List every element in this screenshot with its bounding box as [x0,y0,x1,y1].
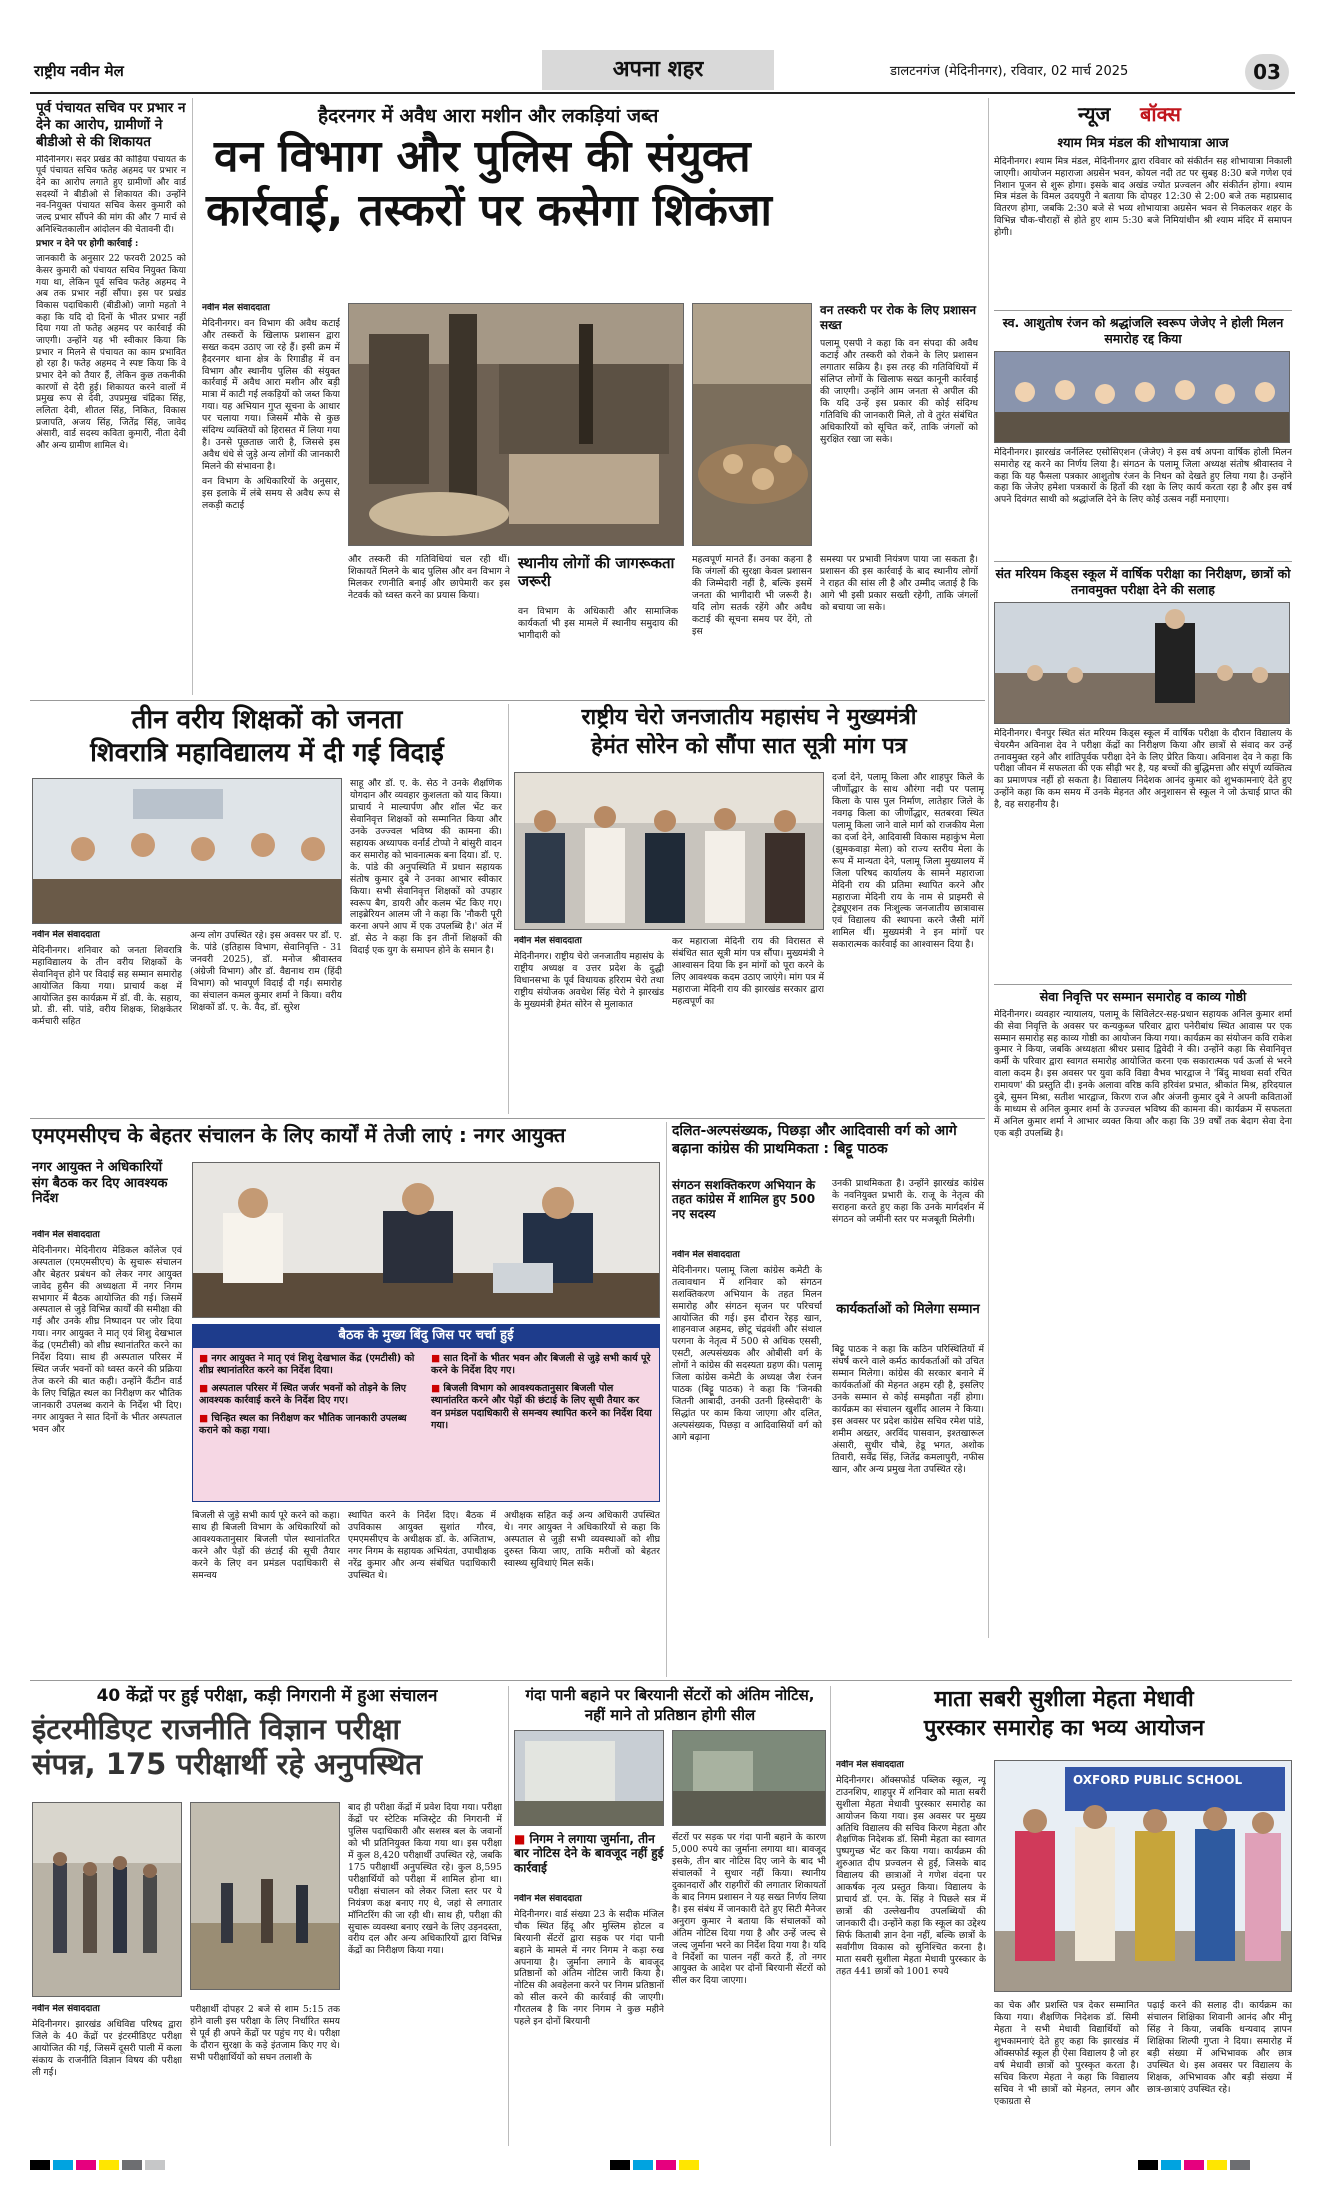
news-item1-head: श्याम मित्र मंडल की शोभायात्रा आज [1057,136,1229,151]
mmch-col1-text: मेदिनीनगर। मेदिनीराय मेडिकल कॉलेज एवं अस्पताल (एमएमसीएच) के सुचारू संचालन और बेहतर प्रबंधन को लेकर नगर आयुक्त जावेद हुसैन की अध्यक्षता में नगर निगम सभागार में बैठक आयोजित की गई। जिसमें अस्पताल से जुड़े विभिन्न कार्यों की समीक्षा की गई और उनके शीघ्र निष्पादन पर जोर दिया गया। नगर आयुक्त ने मातृ एवं शिशु देखभाल केंद्र (एमटीसी) को शीघ्र स्थानांतरित करने का निर्देश दिया। साथ ही अस्पताल परिसर में स्थित जर्जर भवनों को ध्वस्त करने की प्रक्रिया तेज करने की बात कही। उन्होंने कैंटीन वार्ड के लिए चिह्नित स्थल का निरीक्षण कर भौतिक जानकारी उपलब्ध कराने के निर्देश भी दिए। नगर आयुक्त ने सात दिनों के भीतर अस्पताल भवन और [32,1244,182,1435]
news-item4-body: मेदिनीनगर। व्यवहार न्यायालय, पलामू के सिविलेटर-सह-प्रधान सहायक अनिल कुमार शर्मा की सेवा निवृत्ति के अवसर पर कन्यकुब्ज परिवार द्वारा पनेरीबांध स्थित आवास पर एक सम्मान समारोह सह काव्य गोष्ठी का आयोजन किया गया। कार्यक्रम का संयोजन कवि राकेश कुमार ने किया, जबकि अध्यक्षता श्रीधर प्रसाद द्विवेदी ने की। उन्होंने कहा कि सेवानिवृत्त कर्मी के परिवार द्वारा स्वागत समारोह आयोजित करना एक सकारात्मक पर्व ऊर्जा से भरने वाला कदम है। इस अवसर पर युवा कवि विद्या वैभव भारद्वाज ने 'बिंदु माथवा सर्वा रचित रामायण' की प्रस्तुति दी। इनके अलावा वरिष्ठ कवि हरिवंश प्रभात, श्रीकांत मिश्र, हरिदयाल दुबे, सुमन मिश्रा, सतीश भारद्वाज, किरण राज और अंजनी कुमार दुबे ने अपनी कविताओं के माध्यम से अनिल कुमार शर्मा के उज्ज्वल भविष्य की कामना की। कार्यक्रम में सफलता में अनिल कुमार शर्मा ने आभार व्यक्त किया और कहा कि 39 वर्षों तक बेदाग सेवा देना एक बड़ी उपलब्धि है। [994,1008,1292,1140]
swatch-black [1138,2160,1158,2170]
news-item2-photo [994,351,1290,443]
swatch-magenta [76,2160,96,2170]
congress-col2: उनकी प्राथमिकता है। उन्होंने झारखंड कांग्रेस के नवनियुक्त प्रभारी के. राजू के नेतृत्व की सराहना करते हुए कहा कि उनके मार्गदर्शन में संगठन को जमीनी स्तर पर मजबूती मिलेगी। [832,1178,984,1225]
mmch-point-2-text: अस्पताल परिसर में स्थित जर्जर भवनों को तोड़ने के लिए आवश्यक कार्रवाई करने के निर्देश दिए गए। [199,1382,407,1407]
mmch-point-1-text: नगर आयुक्त ने मातृ एवं शिशु देखभाल केंद्र (एमटीसी) को शीघ्र स्थानांतरित करने का निर्देश दिया। [199,1353,415,1377]
exam-photo [32,1802,182,1997]
exam-story [32,1686,502,2151]
sabri-headline-1: माता सबरी सुशीला मेहता मेधावी [934,1687,1194,1712]
swatch-black [30,2160,50,2170]
lead-side-body: पलामू एसपी ने कहा कि वन संपदा की अवैध कटाई और तस्करी को रोकने के लिए प्रशासन लगातार सक्रिय है। इस तरह की गतिविधियों में संलिप्त लोगों के खिलाफ सख्त कानूनी कार्रवाई की जाएगी। उन्होंने आम जनता से अपील की कि यदि उन्हें इस प्रकार की कोई संदिग्ध गतिविधि की जानकारी मिले, तो वे तुरंत संबंधित अधिकारियों को सूचित करें, ताकि जंगलों को सुरक्षित रखा जा सके। [820,338,978,445]
news-item3-body: मेदिनीनगर। चैनपुर स्थित संत मरियम किड्स स्कूल में वार्षिक परीक्षा के दौरान विद्यालय के चेयरमैन अविनाश देव ने परीक्षा केंद्रों का निरीक्षण किया और छात्रों से संवाद कर उन्हें तनावमुक्त रहने और शांतिपूर्वक परीक्षा देने के लिए प्रेरित किया। अविनाश देव ने कहा कि परीक्षा जीवन में सफलता की एक सीढ़ी भर है, यह बच्चों की बुद्धिमत्ता और संपूर्ण व्यक्तित्व का प्रमाणपत्र नहीं हो सकता है। विद्यालय निदेशक आनंद कुमार को शुभकामनाएं देते हुए उन्होंने कहा कि कम समय में उनके मेहनत और अनुशासन से स्कूल ने जो ऊंचाई प्राप्त की है, वह सराहनीय है। [994,727,1292,811]
shivratri-col2: अन्य लोग उपस्थित रहे। इस अवसर पर डॉ. ए. के. पांडे (इतिहास विभाग, सेवानिवृत्ति - 31 जनवरी 2025), डॉ. मनोज श्रीवास्तव (अंग्रेजी विभाग) और डॉ. वैद्यनाथ राम (हिंदी विभाग) को भावपूर्ण विदाई दी गई। समारोह का संचालन कमल कुमार शर्मा ने किया। वरीय शिक्षकों डॉ. ए. के. वैद, डॉ. सुरेश [190,930,342,1013]
registration-bar [30,2160,1292,2174]
swatch-magenta [1184,2160,1204,2170]
sabri-col2: का चेक और प्रशस्ति पत्र देकर सम्मानित किया गया। शैक्षणिक निदेशक डॉ. सिमी मेहता ने सभी मेधावी विद्यार्थियों को शुभकामनाएं देते हुए कहा कि झारखंड में ऑक्सफोर्ड स्कूल ही ऐसा विद्यालय है जो हर वर्ष मेधावी छात्रों को पुरस्कृत करता है। सचिव किरण मेहता ने कहा कि विद्यालय सचिव ने भी छात्रों को मेहनत, लगन और एकाग्रता से [994,2000,1139,2107]
chero-col2: कर महाराजा मेदिनी राय की विरासत से संबंधित सात सूत्री मांग पत्र सौंपा। मुख्यमंत्री ने आश्वासन दिया कि इन मांगों को पूरा करने के लिए आवश्यक कदम उठाए जाएंगे। मांग पत्र में महाराजा मेदिनी राय की झारखंड सरकार द्वारा महत्वपूर्ण का [672,936,824,1007]
biryani-col1 [514,1894,664,2151]
left-story-para1: मेदिनीनगर। सदर प्रखंड की कोड़िया पंचायत के पूर्व पंचायत सचिव फतेह अहमद पर प्रभार न देने का आरोप लगाते हुए ग्रामीणों और वार्ड सदस्यों ने बीडीओ से शिकायत की। उन्होंने नव-नियुक्त पंचायत सचिव केसर कुमारी को जल्द प्रभार सौंपने की मांग की और 7 मार्च से अनिश्चितकालीन आंदोलन की चेतावनी दी। [36,154,186,235]
mmch-points-left [199,1353,421,1438]
biryani-col1-text: मेदिनीनगर। वार्ड संख्या 23 के सदीक मंजिल चौक स्थित हिंदू और मुस्लिम होटल व बिरयानी सेंटरों द्वारा सड़क पर गंदा पानी बहाने के मामले में नगर निगम ने कड़ा रुख अपनाया है। जुर्माना लगाने के बावजूद प्रतिष्ठानों को अंतिम नोटिस जारी किया है। नोटिस की अवहेलना करने पर निगम प्रतिष्ठानों को सील करने की कार्रवाई की जाएगी। गौरतलब है कि नगर निगम ने कुछ महीने पहले इन दोनों बिरयानी [514,1908,664,2028]
mmch-photo [192,1162,660,1318]
registration-mid [610,2160,702,2175]
exam-col3: बाद ही परीक्षा केंद्रों में प्रवेश दिया गया। परीक्षा केंद्रों पर स्टेटिक मजिस्ट्रेट की निगरानी में पुलिस पदाधिकारी और सशस्त्र बल के जवानों को भी प्रतिनियुक्त किया गया था। इस परीक्षा में कुल 8,420 परीक्षार्थी उपस्थित रहे, जबकि 175 परीक्षार्थी अनुपस्थित रहे। कुल 8,595 परीक्षार्थियों को परीक्षा में शामिल होना था। परीक्षा संचालन को लेकर जिला स्तर पर ये नियंत्रण कक्ष बनाए गए थे, जहां से लगातार मॉनिटरिंग की जा रही थी। साथ ही, परीक्षा की सुचारू व्यवस्था बनाए रखने के लिए उड़नदस्ता, वरीय दल और अन्य अधिकारियों द्वारा विभिन्न केंद्रों का निरीक्षण किया गया। [348,1802,502,1957]
mmch-point-5 [431,1383,653,1433]
news-box-label-b: बॉक्स [1140,102,1181,126]
news-item3-head: संत मरियम किड्स स्कूल में वार्षिक परीक्षा का निरीक्षण, छात्रों को तनावमुक्त परीक्षा देने की सलाह [995,565,1291,597]
exam-byline: नवीन मेल संवाददाता [32,2004,100,2014]
lead-headline-2: कार्रवाई, तस्करों पर कसेगा शिकंजा [206,185,772,236]
exam-col1-text: मेदिनीनगर। झारखंड अधिविद्य परिषद द्वारा जिले के 40 केंद्रों पर इंटरमीडिएट परीक्षा आयोजित की गई, जिसमें दूसरी पाली में कला संकाय के राजनीति विज्ञान विषय की परीक्षा ली गई। [32,2018,182,2078]
mmch-sub [32,1160,182,1207]
mmch-sub-text: नगर आयुक्त ने अधिकारियों संग बैठक कर दिए आवश्यक निर्देश [32,1160,168,1207]
swatch-yellow [99,2160,119,2170]
lead-headline-1: वन विभाग और पुलिस की संयुक्त [214,131,751,182]
chero-col1-text: मेदिनीनगर। राष्ट्रीय चेरो जनजातीय महासंघ के राष्ट्रीय अध्यक्ष व उत्तर प्रदेश के दुद्धी विधानसभा के पूर्व विधायक हरिराम चेरो तथा राष्ट्रीय संयोजक अवधेश सिंह चेरो ने झारखंड के मुख्यमंत्री हेमंत सोरेन से मुलाकात [514,950,664,1010]
news-box-label [994,98,1292,132]
shivratri-col1 [32,930,182,1114]
paper-name: राष्ट्रीय नवीन मेल [34,62,124,80]
swatch-light [145,2160,165,2170]
swatch-cyan [1161,2160,1181,2170]
news-item1-body: मेदिनीनगर। श्याम मित्र मंडल, मेदिनीनगर द्वारा रविवार को संकीर्तन सह शोभायात्रा निकाली जाएगी। आयोजन महाराजा अग्रसेन भवन, कोयल नदी तट पर सुबह 8:30 बजे गणेश एवं निशान पूजन से शुरू होगा। इसके बाद अखंड ज्योत प्रज्वलन और संकीर्तन होगा। श्याम मित्र मंडल के विमल उदयपुरी ने बताया कि दोपहर 12:30 से 2:00 बजे तक महाप्रसाद वितरण होगा, जबकि 2:30 बजे से भव्य शोभायात्रा अग्रसेन भवन से निकलकर शहर के विभिन्न चौक-चौराहों से होते हुए शाम 5:30 बजे निमियांधीन श्री श्याम मंदिर में समापन होगी। [994,155,1292,239]
exam-photo-2 [190,1802,340,1990]
chero-headline-1: राष्ट्रीय चेरो जनजातीय महासंघ ने मुख्यमंत्री [581,705,917,730]
shivratri-photo [32,778,342,924]
lead-kicker: हैदरनगर में अवैध आरा मशीन और लकड़ियां जब्त [318,105,659,127]
mmch-byline: नवीन मेल संवाददाता [32,1230,100,1240]
shivratri-story [32,704,502,1114]
exam-col2: परीक्षार्थी दोपहर 2 बजे से शाम 5:15 तक होने वाली इस परीक्षा के लिए निर्धारित समय से पूर्व ही अपने केंद्रों पर पहुंच गए थे। परीक्षा के दौरान सुरक्षा के कड़े इंतजाम किए गए थे। सभी परीक्षार्थियों को सघन तलाशी के [190,2004,340,2063]
sabri-photo [994,1760,1292,1992]
lead-sub-mid-text: स्थानीय लोगों की जागरूकता जरूरी [518,554,675,590]
exam-headline-1: इंटरमीडिएट राजनीति विज्ञान परीक्षा [32,1711,401,1746]
lead-col1b-text: वन विभाग के अधिकारियों के अनुसार, इस इलाके में लंबे समय से अवैध रूप से लकड़ी कटाई [202,476,340,511]
mmch-point-4 [431,1353,653,1378]
biryani-sub-text [514,1832,664,1875]
bullet-icon: ■ [431,1382,444,1394]
biryani-headline: गंदा पानी बहाने पर बिरयानी सेंटरों को अंतिम नोटिस, नहीं माने तो प्रतिष्ठान होगी सील [525,1686,815,1724]
left-story-body [36,155,186,456]
chero-col3: दर्जा देने, पलामू किला और शाहपुर किले के जीर्णोद्धार के साथ औरंगा नदी पर पलामू किला के पास पुल निर्माण, लातेहार जिले के नवगढ़ किला का जीर्णोद्धार, सतबरवा स्थित पलामू किला जाने वाले मार्ग को राजकीय मेला का दर्जा देने, आदिवासी विकास महाकुंभ मेला (झुमकवाड़ा मेला) को राज्य स्तरीय मेला के रूप में मान्यता देने, पलामू जिला मुख्यालय में जिला परिषद कार्यालय के सामने महाराजा मेदिनी राय की प्रतिमा स्थापित करने और महाराजा मेदिनी राय के नाम से प्राइमरी से ट्रेड्यूएशन तक निःशुल्क जनजातीय छात्रावास एवं विद्यालय की स्थापना करने जैसी मांगें शामिल थीं। मुख्यमंत्री ने इन मांगों पर सकारात्मक कार्रवाई का आश्वासन दिया है। [832,772,984,951]
mmch-col3: स्थापित करने के निर्देश दिए। बैठक में उपविकास आयुक्त सुशांत गौरव, एमएमसीएच के अधीक्षक डॉ. के. अजिताभ, नगर निगम के सहायक अभियंता, उपाधीक्षक नरेंद्र कुमार और अन्य संबंधित पदाधिकारी उपस्थित थे। [348,1510,496,1581]
news-box-label-a: न्यूज [1078,102,1111,126]
mmch-points-box [192,1324,660,1502]
sabri-headline-2: पुरस्कार समारोह का भव्य आयोजन [923,1715,1205,1741]
news-box [994,98,1292,1638]
swatch-gray [1230,2160,1250,2170]
sabri-col3: पढ़ाई करने की सलाह दी। कार्यक्रम का संचालन शिक्षिका शिवानी आनंद और मीनू सिंह ने किया, जबकि धन्यवाद ज्ञापन शिक्षिका शिल्पी गुप्ता ने दिया। समारोह में बड़ी संख्या में अभिभावक और छात्र उपस्थित थे। इस अवसर पर विद्यालय के शिक्षक, अभिभावक और बड़ी संख्या में छात्र-छात्राएं उपस्थित रहे। [1147,2000,1292,2095]
biryani-byline: नवीन मेल संवाददाता [514,1894,582,1904]
mmch-point-3 [199,1413,421,1438]
chero-headline-2: हेमंत सोरेन को सौंपा सात सूत्री मांग पत्र [591,733,907,759]
lead-sub-mid [518,554,678,590]
dateline: डालटनगंज (मेदिनीनगर), रविवार, 02 मार्च 2025 [890,64,1129,79]
biryani-photo-1 [514,1730,664,1826]
chero-col1 [514,936,664,1114]
swatch-cyan [53,2160,73,2170]
news-item2-body: मेदिनीनगर। झारखंड जर्नलिस्ट एसोसिएशन (जेजेए) ने इस वर्ष अपना वार्षिक होली मिलन समारोह रद्द करने का निर्णय लिया है। संगठन के पलामू जिला अध्यक्ष संतोष श्रीवास्तव ने कहा कि यह फैसला पत्रकार आशुतोष रंजन के निधन को देखते हुए लिया गया है। उन्होंने कहा कि जेजेए हमेशा पत्रकारों के हितों की रक्षा के लिए कार्य करता रहा है और इस वर्ष अपने दिवंगत साथी को श्रद्धांजलि देने के लिए कोई उत्सव नहीं मनाएगा। [994,446,1292,506]
shivratri-headline-2: शिवरात्रि महाविद्यालय में दी गई विदाई [90,737,444,768]
mmch-col1 [32,1230,182,1675]
congress-col3: बिट्टू पाठक ने कहा कि कठिन परिस्थितियों में संघर्ष करने वाले कर्मठ कार्यकर्ताओं को उचित सम्मान मिलेगा। कांग्रेस की सरकार बनाने में कार्यकर्ताओं की मेहनत अहम रही है, इसलिए उनके सम्मान से कोई समझौता नहीं होगा। कार्यक्रम का संचालन खुर्शीद आलम ने किया। इस अवसर पर प्रदेश कांग्रेस सचिव रमेश पांडे, शमीम अख्तर, अरविंद पासवान, इश्तखारूल अंसारी, सुधीर चौबे, हेडू भगत, अशोक तिवारी, सर्वेंद्र सिंह, जितेंद्र कमलापुरी, नफीस खान, और अन्य प्रमुख नेता उपस्थित रहे। [832,1344,984,1475]
mmch-point-3-text: चिन्हित स्थल का निरीक्षण कर भौतिक जानकारी उपलब्ध कराने को कहा गया। [199,1412,407,1437]
mmch-col4: अधीक्षक सहित कई अन्य अधिकारी उपस्थित थे। नगर आयुक्त ने अधिकारियों से कहा कि अस्पताल से जुड़ी सभी व्यवस्थाओं को शीघ्र दुरुस्त किया जाए, ताकि मरीजों को बेहतर स्वास्थ्य सुविधाएं मिल सकें। [504,1510,660,1569]
mmch-point-2 [199,1383,421,1408]
biryani-sub-label: निगम ने लगाया जुर्माना, तीन बार नोटिस देने के बावजूद नहीं हुई कार्रवाई [514,1832,664,1875]
shivratri-col1-text: मेदिनीनगर। शनिवार को जनता शिवरात्रि महाविद्यालय के तीन वरीय शिक्षकों के सेवानिवृत्त होने पर विदाई सह सम्मान समारोह आयोजित किया गया। प्राचार्य कक्ष में आयोजित इस कार्यक्रम में डॉ. वी. के. सहाय, प्रो. डी. सी. पांडे, वरीय शिक्षक, शिक्षकेतर कर्मचारी सहित [32,944,182,1028]
exam-kicker: 40 केंद्रों पर हुई परीक्षा, कड़ी निगरानी में हुआ संचालन [96,1686,438,1706]
congress-col1 [672,1250,822,1675]
congress-sub2-text: कार्यकर्ताओं को मिलेगा सम्मान [836,1302,980,1317]
shivratri-col3: साहू और डॉ. ए. के. सेठ ने उनके शैक्षणिक योगदान और व्यवहार कुशलता को याद किया। प्राचार्य ने माल्यार्पण और शॉल भेंट कर सेवानिवृत्त शिक्षकों को सम्मानित किया और उनके उज्ज्वल भविष्य की कामना की। सहायक अध्यापक वर्नार्ड टोप्पो ने बांसुरी वादन कर समारोह को भावनात्मक बना दिया। डॉ. ए. के. पांडे की अनुपस्थिति में प्रधान सहायक संतोष कुमार दुबे ने उनका आभार स्वीकार किया। सभी सेवानिवृत्त शिक्षकों को उपहार स्वरूप बैग, डायरी और कलम भेंट किए गए। लाइब्रेरियन आलम जी ने कहा कि 'नौकरी पूरी करना अपने आप में एक उपलब्धि है।' अंत में डॉ. सेठ ने कहा कि इन तीनों शिक्षकों की विदाई एक युग के समापन होने के समान है। [350,778,502,957]
left-story-para2: जानकारी के अनुसार 22 फरवरी 2025 को केसर कुमारी को पंचायत सचिव नियुक्त किया गया था, लेकिन पूर्व सचिव फतेह अहमद ने अब तक प्रभार नहीं सौंपा। इस पर प्रखंड विकास पदाधिकारी (बीडीओ) जागो महतो ने कहा कि यदि दो दिनों के भीतर प्रभार नहीं दिया गया तो फतेह अहमद पर कार्रवाई की जाएगी। उन्होंने यह भी स्वीकार किया कि प्रभार न मिलने से पंचायत का काम प्रभावित हो रहा है। फतेह अहमद ने स्पष्ट किया कि वे प्रभार देने को तैयार हैं, लेकिन कुछ तकनीकी कारणों से देरी हुई। शिकायत करने वालों में प्रमुख रूप से देवी, उपप्रमुख चंद्रिका सिंह, ललिता देवी, शीतल सिंह, निकित, विकास प्रजापति, अजय सिंह, जितेंद्र सिंह, जावेद अंसारी, वार्ड सदस्य कविता कुमारी, नीता देवी और अन्य ग्रामीण शामिल थे। [36,254,186,452]
mmch-headline: एमएमसीएच के बेहतर संचालन के लिए कार्यों में तेजी लाएं : नगर आयुक्त [32,1123,566,1147]
registration-right [1138,2160,1253,2175]
mmch-points-title: बैठक के मुख्य बिंदु जिस पर चर्चा हुई [193,1325,659,1348]
shivratri-headline-1: तीन वरीय शिक्षकों को जनता [131,705,403,735]
swatch-yellow [679,2160,699,2170]
bullet-icon: ■ [199,1353,212,1364]
registration-left [30,2160,168,2175]
biryani-photo-2 [672,1730,826,1826]
left-story-subhead: प्रभार न देने पर होगी कार्रवाई : [36,239,139,250]
congress-sub-text: संगठन सशक्तिकरण अभियान के तहत कांग्रेस में शामिल हुए 500 नए सदस्य [672,1178,816,1221]
congress-headline: दलित-अल्पसंख्यक, पिछड़ा और आदिवासी वर्ग को आगे बढ़ाना कांग्रेस की प्राथमिकता : बिट्टू पाठक [672,1123,957,1158]
mmch-story [32,1122,662,1677]
bullet-icon: ■ [431,1353,444,1364]
bullet-icon: ■ [199,1412,212,1424]
mmch-points-right [431,1353,653,1433]
swatch-black [610,2160,630,2170]
congress-sub [672,1178,824,1221]
lead-col4: महत्वपूर्ण मानते हैं। उनका कहना है कि जंगलों की सुरक्षा केवल प्रशासन की जिम्मेदारी नहीं है, बल्कि इसमें जनता की भागीदारी भी जरूरी है। यदि लोग सतर्क रहेंगे और अवैध कटाई की सूचना समय पर देंगे, तो इस [692,554,812,637]
left-story [36,100,186,695]
lead-col1-text: मेदिनीनगर। वन विभाग की अवैध कटाई और तस्करों के खिलाफ प्रशासन द्वारा सख्त कदम उठाए जा रहे हैं। इसी क्रम में हैदरनगर थाना क्षेत्र के रिगाडीह में वन विभाग और स्थानीय पुलिस की संयुक्त कार्रवाई में अवैध आरा मशीन और बड़ी मात्रा में काटी गई लकड़ियों को जब्त किया गया। यह अभियान गुप्त सूचना के आधार पर चलाया गया। जिसमें मौके से कुछ संदिग्ध व्यक्तियों को हिरासत में लिया गया है। उनसे पूछताछ जारी है, जिससे इस अवैध धंधे से जुड़े अन्य लोगों की जानकारी मिलने की संभावना है। [202,317,340,473]
biryani-col2: सेंटरों पर सड़क पर गंदा पानी बहाने के कारण 5,000 रुपये का जुर्माना लगाया था। बावजूद इसके, तीन बार नोटिस दिए जाने के बाद भी संचालकों ने सुधार नहीं किया। स्थानीय दुकानदारों और राहगीरों की लगातार शिकायतों के बाद निगम प्रशासन ने यह सख्त निर्णय लिया है। इस संबंध में जानकारी देते हुए सिटी मैनेजर अनुराग कुमार ने बताया कि संचालकों को अंतिम नोटिस दिया गया है और उन्हें जल्द से जल्द जुर्माना भरने का निर्देश दिया गया है। यदि वे निर्देशों का पालन नहीं करते हैं, तो नगर आयुक्त के आदेश पर दोनों बिरयानी सेंटरों को सील कर दिया जाएगा। [672,1832,826,1987]
news-item3-photo [994,602,1290,724]
congress-col1-text: मेदिनीनगर। पलामू जिला कांग्रेस कमेटी के तत्वावधान में शनिवार को संगठन सशक्तिकरण अभियान के तहत मिलन समारोह और संगठन सृजन पर परिचर्चा आयोजित की गई। इस दौरान रेहड़ खान, शाहनवाज अहमद, छोटू चंद्रवंशी और संथाल परगना के नेतृत्व में 500 से अधिक एससी, एसटी, अल्पसंख्यक और ओबीसी वर्ग के लोगों ने कांग्रेस की सदस्यता ग्रहण की। पलामू जिला कांग्रेस कमेटी के अध्यक्ष जैश रंजन पाठक (बिट्टू पाठक) ने कहा कि 'जिनकी जितनी आबादी, उनकी उतनी हिस्सेदारी' के सिद्धांत पर काम किया जाएगा और दलित, अल्पसंख्यक, पिछड़ा व आदिवासियों वर्ग को आगे बढ़ाना [672,1264,822,1444]
exam-headline-2: संपन्न, 175 परीक्षार्थी रहे अनुपस्थित [32,1746,422,1781]
swatch-cyan [633,2160,653,2170]
biryani-story [514,1686,826,2151]
news-item4-head: सेवा निवृत्ति पर सम्मान समारोह व काव्य गोष्ठी [1039,988,1247,1004]
lead-photo-sawmill [348,303,684,546]
exam-col1 [32,2004,182,2151]
sabri-banner-text: OXFORD PUBLIC SCHOOL [1073,1773,1243,1787]
mmch-point-1 [199,1353,421,1378]
sabri-col1-text: मेदिनीनगर। ऑक्सफोर्ड पब्लिक स्कूल, न्यू टाउनशिप, शाहपुर में शनिवार को माता सबरी सुशीला मेहता मेधावी पुरस्कार समारोह का आयोजन किया गया। इस अवसर पर मुख्य अतिथि विद्यालय की सचिव किरण मेहता और शैक्षणिक निदेशक डॉ. सिमी मेहता का स्वागत पुष्पगुच्छ भेंट कर किया गया। कार्यक्रम की शुरुआत दीप प्रज्वलन से हुई, जिसके बाद विद्यालय की छात्राओं ने गणेश वंदना पर आकर्षक नृत्य प्रस्तुत किया। विद्यालय के प्राचार्य डॉ. एन. के. सिंह ने पिछले सत्र में छात्रों की उल्लेखनीय उपलब्धियों की जानकारी दी। उन्होंने कहा कि स्कूल का उद्देश्य सिर्फ किताबी ज्ञान देना नहीं, बल्कि छात्रों के सर्वांगीण विकास को सुनिश्चित करना है। माता सबरी सुशीला मेहता मेधावी पुरस्कार के तहत 441 छात्रों को 1001 रुपये [836,1774,986,1977]
news-item2-head: स्व. आशुतोष रंजन को श्रद्धांजलि स्वरूप जेजेए ने होली मिलन समारोह रद्द किया [1002,314,1284,346]
lead-photo-wood [692,303,812,546]
lead-col3: वन विभाग के अधिकारी और सामाजिक कार्यकर्ता भी इस मामले में स्थानीय समुदाय की भागीदारी को [518,606,678,641]
bullet-icon: ■ [199,1382,212,1394]
mmch-col2: बिजली से जुड़े सभी कार्य पूरे करने को कहा। साथ ही बिजली विभाग के अधिकारियों को आवश्यकतानुसार बिजली पोल स्थानांतरित करने और पेड़ों की छंटाई की सूची तैयार करने के लिए वन प्रमंडल पदाधिकारी से समन्वय [192,1510,340,1581]
left-story-headline: पूर्व पंचायत सचिव पर प्रभार न देने का आरोप, ग्रामीणों ने बीडीओ से की शिकायत [36,100,186,150]
sabri-story [836,1686,1292,2151]
biryani-sub [514,1832,664,1875]
chero-photo [514,772,824,930]
page-number: 03 [1245,54,1289,90]
chero-story [514,704,984,1114]
congress-sub2 [832,1302,984,1318]
lead-col5: समस्या पर प्रभावी नियंत्रण पाया जा सकता है। प्रशासन की इस कार्रवाई के बाद स्थानीय लोगों ने राहत की सांस ली है और उम्मीद जताई है कि आगे भी इसी प्रकार सख्ती रहेगी, ताकि जंगलों को बचाया जा सके। [820,554,978,613]
swatch-yellow [1207,2160,1227,2170]
bullet-icon: ■ [514,1832,530,1846]
mmch-point-4-text: सात दिनों के भीतर भवन और बिजली से जुड़े सभी कार्य पूरे करने के निर्देश दिए गए। [431,1353,651,1377]
lead-side-sub: वन तस्करी पर रोक के लिए प्रशासन सख्त [820,303,977,332]
swatch-gray [122,2160,142,2170]
lead-byline: नवीन मेल संवाददाता [202,303,270,313]
chero-byline: नवीन मेल संवाददाता [514,936,582,946]
sabri-col1 [836,1760,986,2151]
sabri-byline: नवीन मेल संवाददाता [836,1760,904,1770]
lead-col1 [202,303,340,695]
section-title: अपना शहर [542,50,774,90]
lead-story [200,98,980,698]
congress-story [672,1122,984,1677]
mmch-point-5-text: बिजली विभाग को आवश्यकतानुसार बिजली पोल स्थानांतरित करने और पेड़ों की छंटाई के लिए सूची तैयार कर वन प्रमंडल पदाधिकारी से समन्वय स्थापित करने का निर्देश दिया गया। [431,1382,652,1432]
masthead [30,52,1295,94]
swatch-magenta [656,2160,676,2170]
congress-byline: नवीन मेल संवाददाता [672,1250,740,1260]
lead-col2: और तस्करी की गतिविधियां चल रही थीं। शिकायतें मिलने के बाद पुलिस और वन विभाग ने मिलकर रणनीति बनाई और छापेमारी कर इस नेटवर्क को ध्वस्त करने का प्रयास किया। [348,554,510,601]
shivratri-byline: नवीन मेल संवाददाता [32,930,100,940]
